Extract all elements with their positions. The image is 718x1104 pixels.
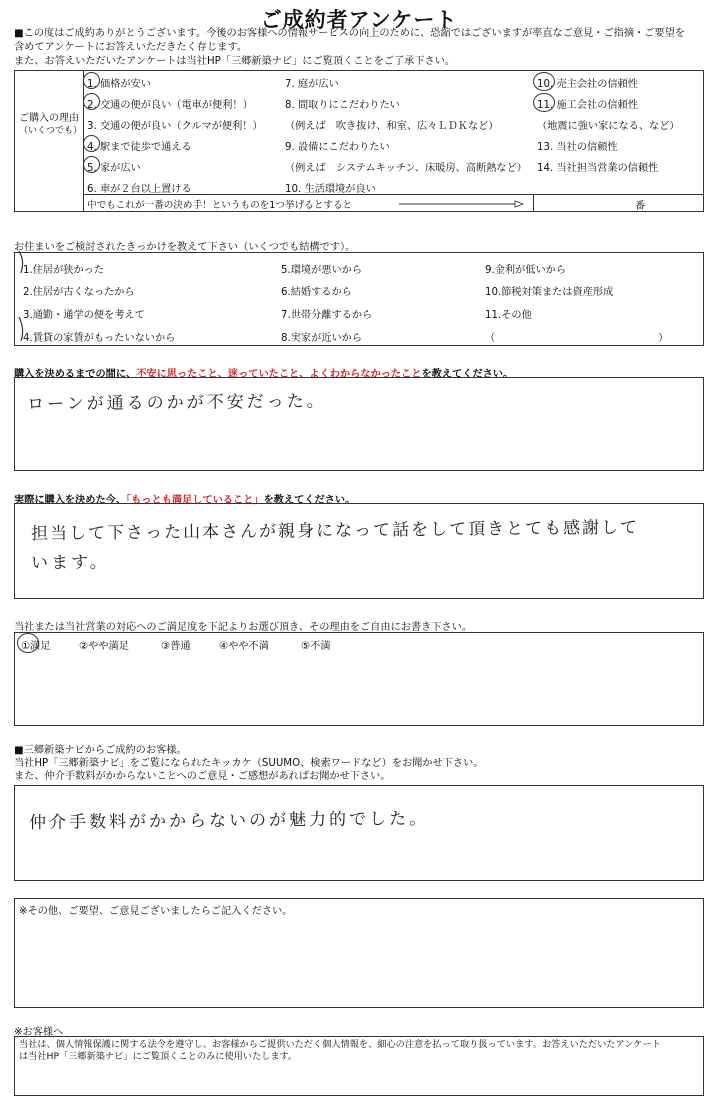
selection-circle — [83, 156, 100, 173]
reason-example: （地震に強い家になる、など） — [537, 121, 680, 132]
navi-line-3: また、仲介手数料がかからないことへのご意見・ご感想があればお聞かせ下さい。 — [14, 771, 391, 782]
rating-option[interactable]: ①満足 — [21, 641, 51, 652]
intro-line-1: ■この度はご成約ありがとうございます。今後のお客様への情報サービスの向上のために、恐縮ではございますが率直なご意見・ご指摘・ご要望を — [14, 28, 685, 39]
reason-option[interactable]: 10. 売主会社の信頼性 — [537, 79, 638, 90]
selection-circle — [83, 93, 100, 110]
satisfied-answer-line-1: 担当して下さった山本さんが親身になって話をして頂きとても感謝して — [30, 517, 640, 545]
reason-option[interactable]: 1. 価格が安い — [87, 79, 151, 90]
satisfied-answer-box[interactable] — [14, 503, 704, 599]
purchase-reasons-table — [14, 70, 704, 212]
worry-question-highlight: 不安に思ったこと、迷っていたこと、よくわからなかったこと — [136, 369, 422, 380]
satisfied-question-pre: 実際に購入を決めた今、 — [14, 495, 127, 506]
worry-answer-box[interactable] — [14, 377, 704, 471]
trigger-option[interactable]: 5.環境が悪いから — [281, 265, 363, 276]
reason-option[interactable]: 6. 車が２台以上置ける — [87, 184, 192, 195]
footer-line-2: は当社HP「三郷新築ナビ」にご覧頂くことのみに使用いたします。 — [19, 1051, 298, 1062]
reasons-label-sub: （いくつでも） — [19, 126, 83, 136]
trigger-option[interactable]: 11.その他 — [485, 310, 532, 321]
worry-question-pre: 購入を決めるまでの間に、 — [14, 369, 137, 380]
intro-line-3: また、お答えいただいたアンケートは当社HP「三郷新築ナビ」にご覧頂くことをご了承下さい。 — [14, 56, 456, 67]
reason-option[interactable]: 2. 交通の便が良い（電車が便利！） — [87, 100, 253, 111]
reason-option[interactable]: 10. 生活環境が良い — [285, 184, 376, 195]
other-input[interactable]: （ ） — [485, 333, 669, 344]
satisfied-answer-line-2: います。 — [30, 552, 110, 574]
trigger-option[interactable]: 8.実家が近いから — [281, 333, 363, 344]
trigger-option[interactable]: 3.通勤・通学の便を考えて — [23, 310, 145, 321]
navi-question — [14, 744, 483, 783]
selection-circle — [533, 72, 555, 91]
reason-option[interactable]: 5. 家が広い — [87, 163, 141, 174]
reason-option[interactable]: 9. 設備にこだわりたい — [285, 142, 390, 153]
footer-heading: ※お客様へ — [14, 1027, 64, 1038]
arrow-icon — [397, 199, 525, 209]
navi-line-2: 当社HP「三郷新築ナビ」をご覧になられたキッカケ（SUUMO、検索ワードなど）をお聞かせ下さい。 — [14, 758, 484, 769]
trigger-option[interactable]: 1.住居が狭かった — [23, 265, 105, 276]
navi-answer: 仲介手数料がかからないのが魅力的でした。 — [28, 808, 430, 834]
rating-option[interactable]: ⑤不満 — [301, 641, 331, 652]
rating-question: 当社または当社営業の対応へのご満足度を下記よりお選び頂き、その理由をご自由にお書き下さい。 — [14, 622, 473, 633]
trigger-option[interactable]: 6.結婚するから — [281, 287, 352, 298]
footer-box — [14, 1036, 704, 1096]
rating-option[interactable]: ③普通 — [161, 641, 191, 652]
reason-example: （例えば 吹き抜け、和室、広々ＬＤＫなど） — [285, 121, 499, 132]
satisfied-question-highlight: 「もっとも満足していること」 — [126, 495, 264, 506]
satisfied-question-post: を教えてください。 — [263, 495, 356, 506]
navi-line-1: ■三郷新築ナビからご成約のお客様。 — [14, 745, 187, 756]
check-mark-icon — [15, 315, 29, 343]
footer-text — [19, 1039, 701, 1063]
trigger-option[interactable]: 7.世帯分離するから — [281, 310, 373, 321]
decisive-label: 中でもこれが一番の決め手！というものを1つ挙げるとすると — [87, 200, 353, 211]
trigger-table — [14, 252, 704, 346]
other-heading: ※その他、ご要望、ご意見ございましたらご記入ください。 — [19, 906, 293, 917]
intro-text — [14, 27, 704, 69]
rating-option[interactable]: ②やや満足 — [79, 641, 129, 652]
selection-circle — [17, 633, 39, 653]
reason-option[interactable]: 3. 交通の便が良い（クルマが便利！） — [87, 121, 263, 132]
reason-option[interactable]: 14. 当社担当営業の信頼性 — [537, 163, 659, 174]
trigger-option[interactable]: 9.金利が低いから — [485, 265, 567, 276]
reason-option[interactable]: 11. 施工会社の信頼性 — [537, 100, 638, 111]
trigger-option[interactable]: 10.節税対策または資産形成 — [485, 287, 614, 298]
reasons-label-main: ご購入の理由 — [19, 113, 79, 124]
reason-option[interactable]: 8. 間取りにこだわりたい — [285, 100, 400, 111]
page-title: ご成約者アンケート — [260, 8, 458, 32]
reason-option[interactable]: 13. 当社の信頼性 — [537, 142, 618, 153]
rating-box — [14, 632, 704, 726]
worry-question-post: を教えてください。 — [421, 369, 514, 380]
selection-circle — [83, 72, 100, 89]
check-mark-icon — [15, 249, 29, 275]
worry-answer: ローンが通るのかが不安だった。 — [26, 391, 327, 415]
selection-circle — [533, 93, 555, 112]
trigger-heading: お住まいをご検討されたきっかけを教えて下さい（いくつでも結構です）。 — [14, 242, 356, 253]
footer-line-1: 当社は、個人情報保護に関する法令を遵守し、お客様からご提供いただく個人情報を、細心の注意を払って取り扱っています。お答えいただいたアンケート — [19, 1039, 661, 1050]
intro-line-2: 含めてアンケートにお答えいただきたく存じます。 — [14, 42, 247, 53]
trigger-option[interactable]: 4.賃貸の家賃がもったいないから — [23, 333, 176, 344]
decisive-number-field[interactable]: 番 — [635, 201, 646, 212]
trigger-option[interactable]: 2.住居が古くなったから — [23, 287, 135, 298]
reason-option[interactable]: 4. 駅まで徒歩で通える — [87, 142, 192, 153]
selection-circle — [83, 135, 100, 152]
reason-example: （例えば システムキッチン、床暖房、高断熱など） — [285, 163, 527, 174]
other-box[interactable] — [14, 898, 704, 1008]
rating-option[interactable]: ④やや不満 — [219, 641, 269, 652]
reasons-label — [19, 113, 83, 137]
reason-option[interactable]: 7. 庭が広い — [285, 79, 339, 90]
navi-answer-box[interactable] — [14, 785, 704, 881]
